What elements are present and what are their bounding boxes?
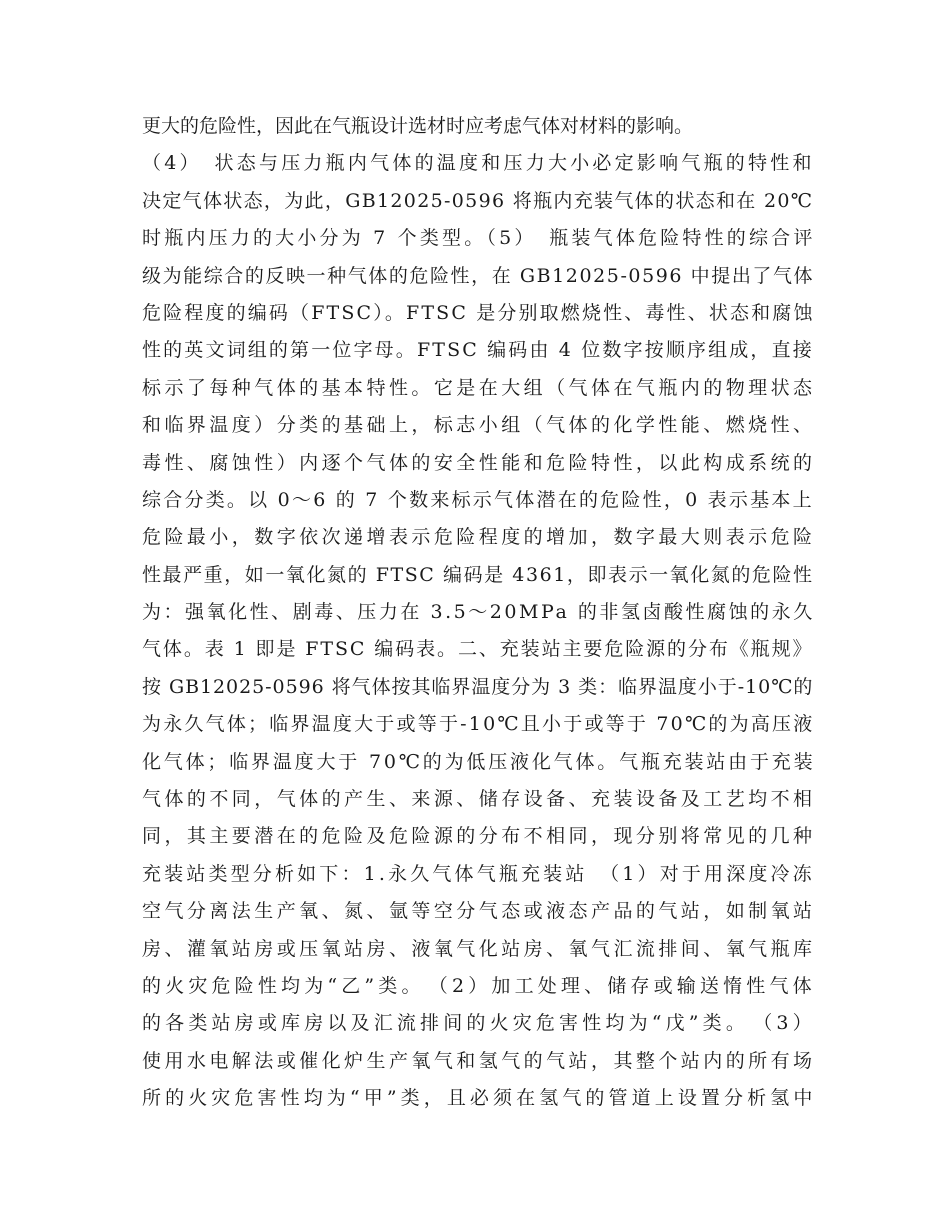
text-line: 性最严重，如一氧化氮的 FTSC 编码是 4361，即表示一氧化氮的危险性 xyxy=(142,563,814,586)
text-line: 危险程度的编码（FTSC）。FTSC 是分别取燃烧性、毒性、状态和腐蚀 xyxy=(142,301,815,324)
text-line: 毒性、腐蚀性）内逐个气体的安全性能和危险特性，以此构成系统的 xyxy=(142,451,816,474)
text-line: 空气分离法生产氧、氮、氩等空分气态或液态产品的气站，如制氧站 xyxy=(142,900,816,923)
text-line: 和临界温度）分类的基础上，标志小组（气体的化学性能、燃烧性、 xyxy=(142,414,816,437)
text-line: 决定气体状态，为此，GB12025-0596 将瓶内充装气体的状态和在 20℃ xyxy=(142,189,814,212)
text-line: 房、灌氧站房或压氧站房、液氧气化站房、氧气汇流排间、氧气瓶库 xyxy=(142,937,816,960)
text-line: 时瓶内压力的大小分为 7 个类型。（5） 瓶装气体危险特性的综合评 xyxy=(142,227,816,250)
text-line: 为：强氧化性、剧毒、压力在 3.5～20MPa 的非氢卤酸性腐蚀的永久 xyxy=(142,601,815,624)
text-line: 标示了每种气体的基本特性。它是在大组（气体在气瓶内的物理状态 xyxy=(142,376,816,399)
text-line: 同，其主要潜在的危险及危险源的分布不相同，现分别将常见的几种 xyxy=(142,825,816,848)
text-line: 的火灾危险性均为“乙”类。 （2）加工处理、储存或输送惰性气体 xyxy=(142,974,816,997)
text-line: 化气体；临界温度大于 70℃的为低压液化气体。气瓶充装站由于充装 xyxy=(142,750,816,773)
text-line: 所的火灾危害性均为“甲”类，且必须在氢气的管道上设置分析氢中 xyxy=(142,1087,817,1110)
text-line: 气体的不同，气体的产生、来源、储存设备、充装设备及工艺均不相 xyxy=(142,788,816,811)
text-line: 为永久气体；临界温度大于或等于-10℃且小于或等于 70℃的为高压液 xyxy=(142,713,815,736)
text-line: 的各类站房或库房以及汇流排间的火灾危害性均为“戊”类。 （3） xyxy=(142,1012,816,1035)
text-line: 危险最小，数字依次递增表示危险程度的增加，数字最大则表示危险 xyxy=(142,526,816,549)
text-line: 使用水电解法或催化炉生产氧气和氢气的气站，其整个站内的所有场 xyxy=(142,1049,816,1072)
text-line: 气体。表 1 即是 FTSC 编码表。二、充装站主要危险源的分布《瓶规》 xyxy=(142,638,814,661)
text-line: （4） 状态与压力瓶内气体的温度和压力大小必定影响气瓶的特性和 xyxy=(142,152,815,175)
text-line: 综合分类。以 0～6 的 7 个数来标示气体潜在的危险性，0 表示基本上 xyxy=(142,488,814,511)
body-text xyxy=(142,108,817,1118)
text-line: 按 GB12025-0596 将气体按其临界温度分为 3 类：临界温度小于-10℃的 xyxy=(142,675,814,698)
text-line: 性的英文词组的第一位字母。FTSC 编码由 4 位数字按顺序组成，直接 xyxy=(142,339,814,362)
text-line: 更大的危险性，因此在气瓶设计选材时应考虑气体对材料的影响。 xyxy=(142,115,694,137)
text-line: 充装站类型分析如下：1.永久气体气瓶充装站 （1）对于用深度冷冻 xyxy=(142,862,815,885)
text-line: 级为能综合的反映一种气体的危险性，在 GB12025-0596 中提出了气体 xyxy=(142,264,815,287)
